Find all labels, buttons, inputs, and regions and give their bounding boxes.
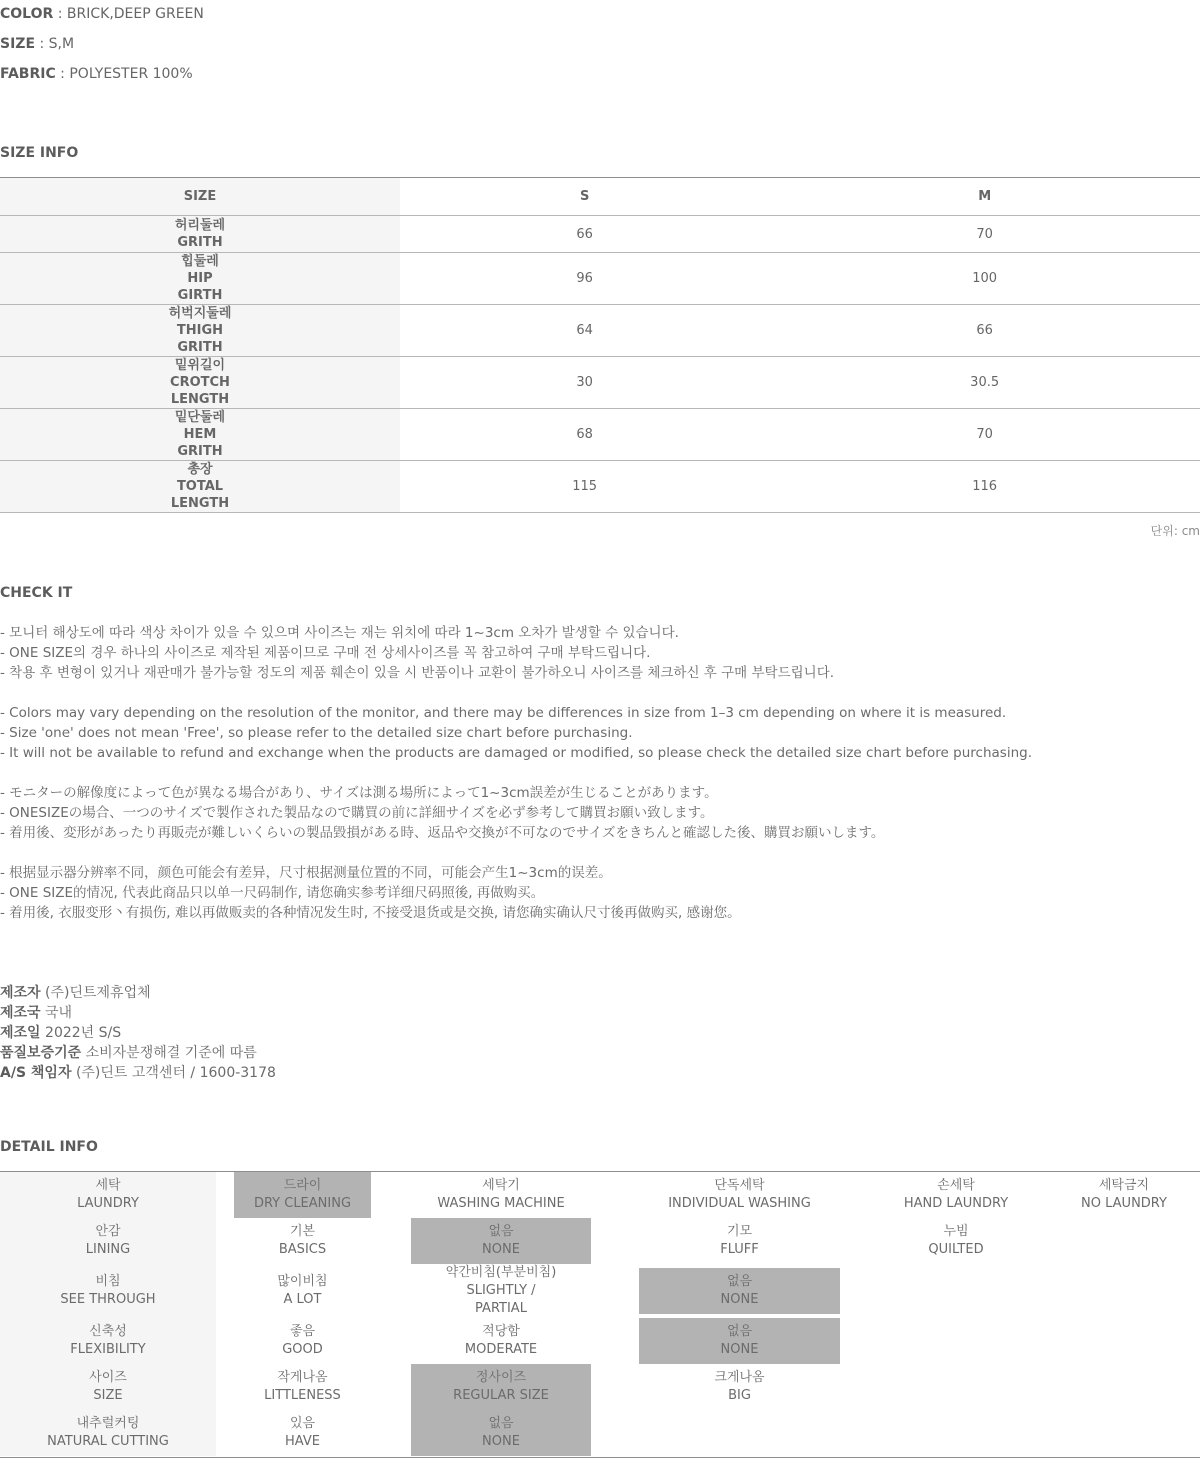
table-row bbox=[0, 305, 1200, 357]
row-label: 밑위길이 CROTCH LENGTH bbox=[0, 357, 400, 409]
cell-m: 30.5 bbox=[970, 375, 1000, 390]
notice-line: - 着用後, 衣服变形丶有损伤, 难以再做贩卖的各种情况发生时, 不接受退货或是交换, 请您确实确认尺寸後再做购买, 感谢您。 bbox=[0, 905, 741, 921]
cell-s: 115 bbox=[572, 479, 598, 494]
table-row bbox=[0, 409, 1200, 461]
cell-s: 68 bbox=[576, 427, 593, 442]
date-line: 제조일 2022년 S/S bbox=[0, 1025, 122, 1041]
row-label: 허리둘레 GRITH bbox=[0, 216, 400, 253]
option-regular-size: 정사이즈 REGULAR SIZE bbox=[411, 1364, 591, 1410]
option-littleness: 작게나옴 LITTLENESS bbox=[264, 1370, 341, 1403]
cell-m: 70 bbox=[976, 226, 993, 242]
detail-label-flexibility: 신축성 FLEXIBILITY bbox=[70, 1324, 146, 1357]
notice-line: - Size 'one' does not mean 'Free', so please refer to the detailed size chart before purchasing. bbox=[0, 725, 633, 741]
notice-line: - 根据显示器分辨率不同，颜色可能会有差异，尺寸根据测量位置的不同，可能会产生1~3cm的误差。 bbox=[0, 865, 612, 881]
cell-m: 116 bbox=[972, 479, 998, 494]
option-big: 크게나옴 BIG bbox=[714, 1370, 765, 1403]
warranty-line: 품질보증기준 소비자분쟁해결 기준에 따름 bbox=[0, 1045, 257, 1061]
cell-s: 66 bbox=[576, 226, 593, 242]
option-hand-laundry: 손세탁 HAND LAUNDRY bbox=[903, 1178, 1009, 1211]
row-label: 총장 TOTAL LENGTH bbox=[0, 461, 400, 513]
option-good: 좋음 GOOD bbox=[282, 1324, 323, 1357]
option-dry-cleaning: 드라이 DRY CLEANING bbox=[234, 1172, 371, 1218]
option-moderate: 적당함 MODERATE bbox=[464, 1324, 538, 1357]
option-have: 있음 HAVE bbox=[285, 1416, 320, 1449]
notice-line: - 着用後、変形があったり再販売が難しいくらいの製品毀損がある時、返品や交換が不可なのでサイズをきちんと確認した後、購買お願いします。 bbox=[0, 825, 885, 841]
option-see-through-none: 없음 NONE bbox=[639, 1268, 840, 1314]
cell-s: 96 bbox=[576, 271, 593, 286]
cell-m: 66 bbox=[976, 323, 993, 338]
spec-size: SIZE : S,M bbox=[0, 36, 75, 52]
spec-fabric: FABRIC : POLYESTER 100% bbox=[0, 66, 193, 82]
option-individual-washing: 단독세탁 INDIVIDUAL WASHING bbox=[668, 1178, 811, 1211]
option-washing-machine: 세탁기 WASHING MACHINE bbox=[437, 1178, 565, 1211]
header-s: S bbox=[579, 189, 590, 204]
size-table-header bbox=[0, 178, 1200, 216]
notice-line: - It will not be available to refund and exchange when the products are damaged or modified, so please check the detailed size chart before purchasing. bbox=[0, 745, 1032, 761]
detail-label-lining: 안감 LINING bbox=[85, 1224, 131, 1257]
detail-label-natural-cutting: 내추럴커팅 NATURAL CUTTING bbox=[47, 1416, 169, 1449]
as-contact-line: A/S 책임자 (주)딘트 고객센터 / 1600-3178 bbox=[0, 1065, 276, 1081]
header-size: SIZE bbox=[0, 178, 400, 216]
option-cutting-none: 없음 NONE bbox=[411, 1410, 591, 1456]
option-basics: 기본 BASICS bbox=[278, 1224, 327, 1257]
cell-m: 70 bbox=[976, 427, 993, 442]
option-fluff: 기모 FLUFF bbox=[720, 1224, 759, 1257]
notice-line: - モニターの解像度によって色が異なる場合があり、サイズは測る場所によって1~3cm誤差が生じることがあります。 bbox=[0, 785, 718, 801]
check-it-title: CHECK IT bbox=[0, 585, 73, 601]
option-a-lot: 많이비침 A LOT bbox=[277, 1274, 328, 1307]
notice-line: - 모니터 해상도에 따라 색상 차이가 있을 수 있으며 사이즈는 재는 위치에 따라 1~3cm 오차가 발생할 수 있습니다. bbox=[0, 625, 679, 641]
row-label: 밑단둘레 HEM GRITH bbox=[0, 409, 400, 461]
notice-line: - Colors may vary depending on the resolution of the monitor, and there may be differences in size from 1–3 cm depending on where it is measured. bbox=[0, 705, 1007, 721]
header-m: M bbox=[978, 189, 992, 204]
table-row bbox=[0, 461, 1200, 513]
notice-line: - ONE SIZE的情况, 代表此商品只以单一尺码制作, 请您确实参考详细尺码照後, 再做购买。 bbox=[0, 885, 545, 901]
option-lining-none: 없음 NONE bbox=[411, 1218, 591, 1264]
manufacturer-line: 제조자 (주)딘트제휴업체 bbox=[0, 985, 151, 1001]
notice-line: - ONESIZEの場合、一つのサイズで製作された製品なので購買の前に詳細サイズを必ず参考して購買お願い致します。 bbox=[0, 805, 714, 821]
cell-m: 100 bbox=[972, 271, 998, 286]
size-table bbox=[0, 177, 1200, 513]
detail-label-see-through: 비침 SEE THROUGH bbox=[60, 1274, 156, 1307]
spec-color: COLOR : BRICK,DEEP GREEN bbox=[0, 6, 204, 22]
table-row bbox=[0, 253, 1200, 305]
option-no-laundry: 세탁금지 NO LAUNDRY bbox=[1081, 1178, 1167, 1211]
cell-s: 30 bbox=[576, 375, 593, 390]
row-label: 허벅지둘레 THIGH GRITH bbox=[0, 305, 400, 357]
option-quilted: 누빔 QUILTED bbox=[928, 1224, 984, 1257]
size-info-title: SIZE INFO bbox=[0, 145, 79, 161]
notice-line: - ONE SIZE의 경우 하나의 사이즈로 제작된 제품이므로 구매 전 상세사이즈를 꼭 참고하여 구매 부탁드립니다. bbox=[0, 645, 651, 661]
table-row bbox=[0, 216, 1200, 253]
cell-s: 64 bbox=[576, 323, 593, 338]
notice-line: - 착용 후 변형이 있거나 재판매가 불가능할 정도의 제품 훼손이 있을 시 반품이나 교환이 불가하오니 사이즈를 체크하신 후 구매 부탁드립니다. bbox=[0, 665, 835, 681]
option-flexibility-none: 없음 NONE bbox=[639, 1318, 840, 1364]
option-slightly-partial: 약간비침(부분비침) SLIGHTLY / PARTIAL bbox=[445, 1265, 557, 1316]
detail-info-title: DETAIL INFO bbox=[0, 1139, 98, 1155]
table-row bbox=[0, 357, 1200, 409]
unit-note: 단위: cm bbox=[1150, 524, 1200, 538]
detail-label-size: 사이즈 SIZE bbox=[89, 1370, 127, 1403]
detail-label-laundry: 세탁 LAUNDRY bbox=[77, 1178, 139, 1211]
row-label: 힙둘레 HIP GIRTH bbox=[0, 253, 400, 305]
country-line: 제조국 국내 bbox=[0, 1005, 73, 1021]
